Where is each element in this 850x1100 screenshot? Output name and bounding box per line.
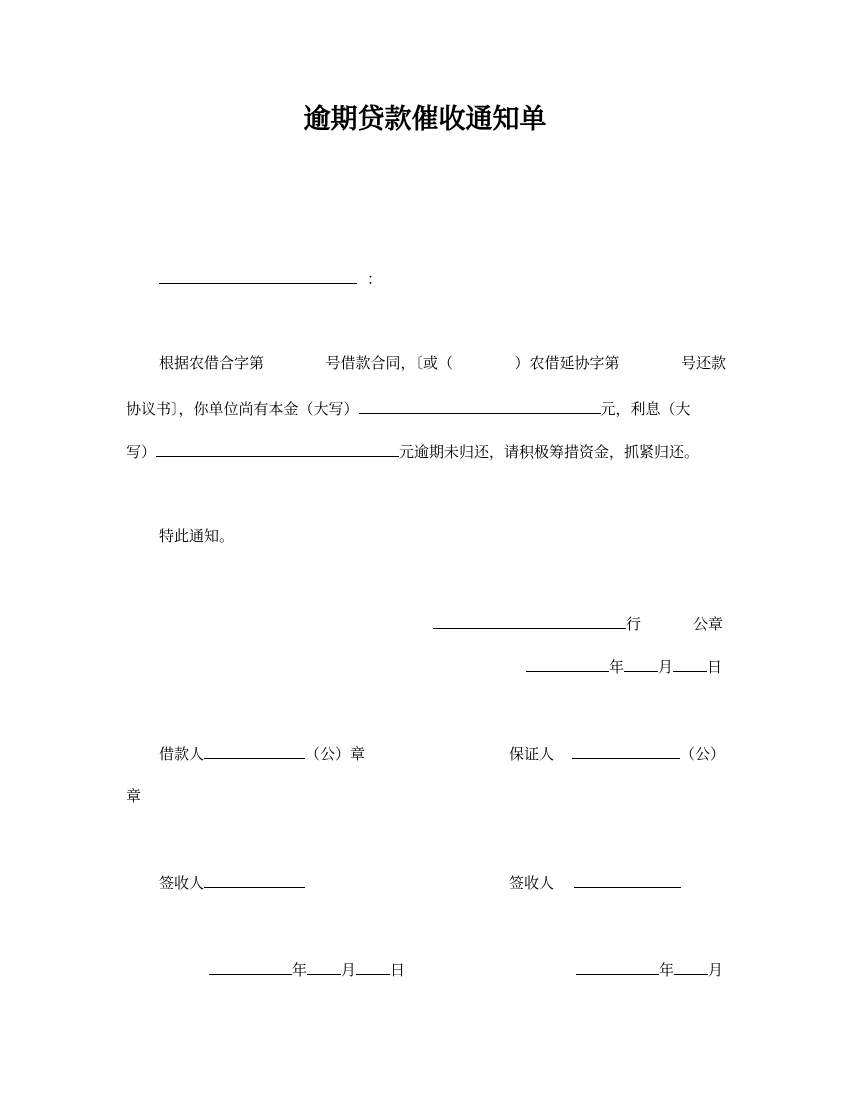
right-year-blank[interactable] (576, 959, 659, 975)
borrower-label: 借款人 (159, 745, 205, 763)
extension-text: ）农借延协字第 (514, 354, 620, 372)
addressee-colon: ： (367, 270, 383, 288)
interest-label: 元，利息（大 (600, 400, 691, 418)
left-day-label: 日 (390, 961, 406, 979)
guarantor-blank[interactable] (572, 743, 680, 759)
bank-day-label: 日 (707, 658, 723, 676)
bank-year-label: 年 (609, 658, 625, 676)
bank-label: 行 (626, 615, 642, 633)
contract-prefix: 根据农借合字第 (159, 354, 265, 372)
document-title: 逾期贷款催收通知单 (303, 104, 547, 135)
signer-left-label: 签收人 (159, 874, 205, 892)
left-year-label: 年 (292, 961, 308, 979)
left-day-blank[interactable] (356, 959, 390, 975)
borrower-seal: （公）章 (305, 745, 366, 763)
bank-day-blank[interactable] (673, 656, 707, 672)
repayment-text: 号还款 (680, 354, 726, 372)
principal-label: 协议书〕，你单位尚有本金（大写） (126, 400, 359, 418)
guarantor-seal-wrap: 章 (126, 787, 142, 805)
bank-month-blank[interactable] (624, 656, 658, 672)
contract-middle: 号借款合同，〔或（ (325, 354, 453, 372)
notice-text: 特此通知。 (159, 527, 235, 545)
guarantor-line (509, 743, 725, 764)
body-line-2 (126, 398, 726, 419)
date-right-line (576, 959, 723, 980)
borrower-line (159, 743, 365, 764)
body-line-3 (126, 441, 699, 462)
bank-month-label: 月 (658, 658, 674, 676)
signer-right-line (509, 872, 681, 893)
bank-seal-label: 公章 (693, 615, 724, 633)
left-month-blank[interactable] (307, 959, 341, 975)
principal-blank[interactable] (359, 398, 601, 414)
date-left-line (209, 959, 405, 980)
addressee-blank[interactable] (159, 268, 357, 284)
signer-left-line (159, 872, 305, 893)
body-line-1 (159, 353, 726, 373)
guarantor-seal: （公） (680, 745, 726, 763)
interest-label-end: 写） (126, 443, 157, 461)
bank-date-line (526, 656, 722, 677)
borrower-blank[interactable] (204, 743, 305, 759)
signer-right-label: 签收人 (509, 874, 555, 892)
right-year-label: 年 (659, 961, 675, 979)
bank-seal-line (433, 613, 723, 634)
left-year-blank[interactable] (209, 959, 292, 975)
interest-blank[interactable] (156, 441, 399, 457)
left-month-label: 月 (341, 961, 357, 979)
signer-right-blank[interactable] (574, 872, 681, 888)
addressee-line (159, 268, 382, 289)
bank-name-blank[interactable] (433, 613, 626, 629)
right-month-blank[interactable] (674, 959, 708, 975)
overdue-text: 元逾期未归还，请积极筹措资金，抓紧归还。 (399, 443, 700, 461)
bank-year-blank[interactable] (526, 656, 609, 672)
signer-left-blank[interactable] (204, 872, 305, 888)
guarantor-label: 保证人 (509, 745, 555, 763)
right-month-label: 月 (708, 961, 724, 979)
